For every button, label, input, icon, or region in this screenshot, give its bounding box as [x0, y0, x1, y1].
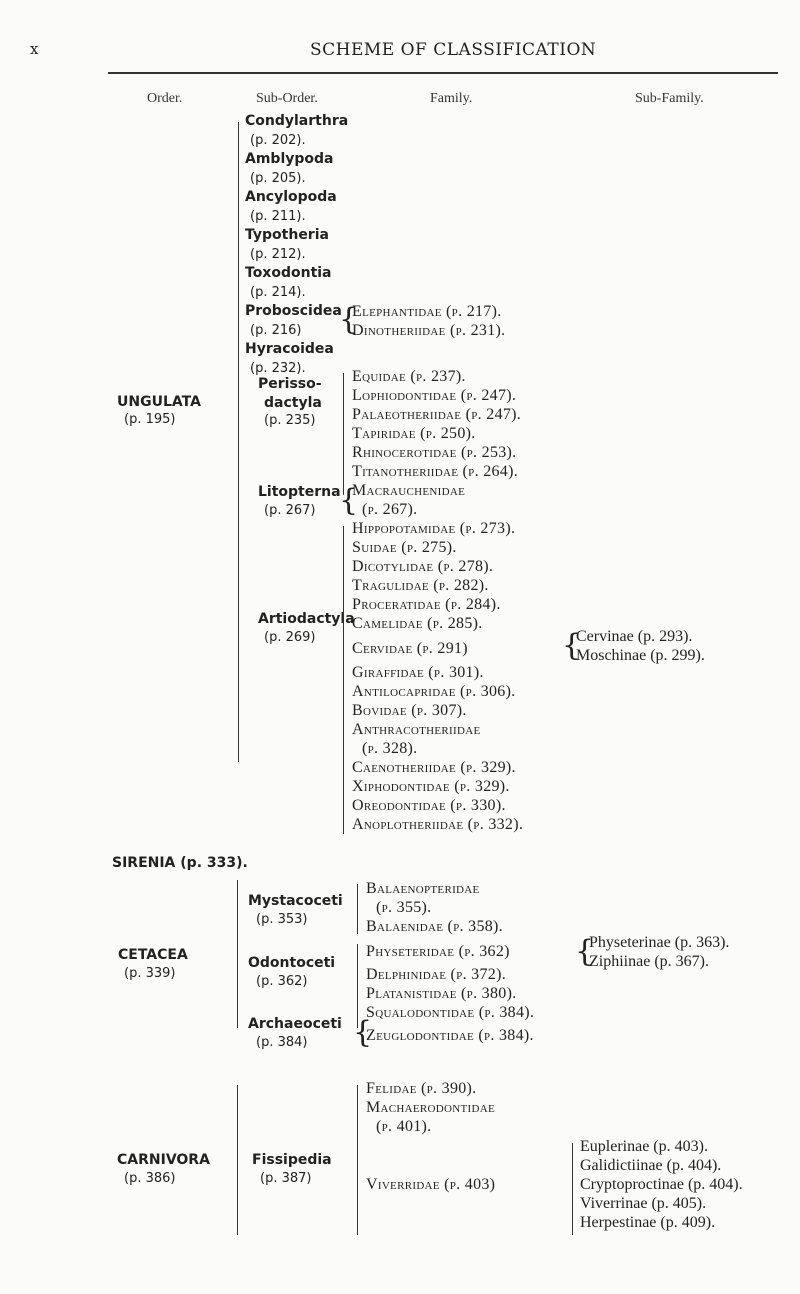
family-lophiodontidae: Lophiodontidae (p. 247).	[352, 387, 517, 404]
family-machaerodontidae-page: (p. 401).	[376, 1118, 432, 1135]
family-dicotylidae: Dicotylidae (p. 278).	[352, 558, 494, 575]
suborder-litopterna-page: (p. 267)	[264, 503, 316, 518]
subfamily-euplerinae: Euplerinae (p. 403).	[580, 1138, 708, 1155]
family-camelidae: Camelidae (p. 285).	[352, 615, 483, 632]
suborder-artiodactyla: Artiodactyla	[258, 611, 355, 627]
mystacoceti-brace	[357, 884, 358, 934]
carnivora-brace	[237, 1085, 238, 1235]
order-sirenia: SIRENIA (p. 333).	[112, 855, 248, 871]
subfamily-physeterinae: Physeterinae (p. 363).	[589, 934, 730, 951]
family-zeuglodontidae: Zeuglodontidae (p. 384).	[366, 1027, 534, 1044]
suborder-odontoceti: Odontoceti	[248, 955, 336, 971]
subfamily-cryptoproctinae: Cryptoproctinae (p. 404).	[580, 1176, 743, 1193]
family-rhinocerotidae: Rhinocerotidae (p. 253).	[352, 444, 517, 461]
header-rule	[108, 72, 778, 74]
suborder-archaeoceti: Archaeoceti	[248, 1016, 342, 1032]
fissipedia-brace	[357, 1085, 358, 1235]
family-anoplotheriidae: Anoplotheriidae (p. 332).	[352, 816, 524, 833]
suborder-perissodactyla-line2: dactyla	[264, 395, 322, 411]
proboscidea-brace: {	[339, 302, 359, 337]
suborder-typotheria-page: (p. 212).	[250, 247, 306, 262]
family-tapiridae: Tapiridae (p. 250).	[352, 425, 476, 442]
suborder-artiodactyla-page: (p. 269)	[264, 630, 316, 645]
order-carnivora-page: (p. 386)	[124, 1171, 176, 1186]
family-proceratidae: Proceratidae (p. 284).	[352, 596, 501, 613]
suborder-amblypoda: Amblypoda	[245, 151, 334, 167]
family-equidae: Equidae (p. 237).	[352, 368, 466, 385]
artiodactyla-brace	[343, 526, 344, 762]
suborder-condylarthra: Condylarthra	[245, 113, 349, 129]
page-title: SCHEME OF CLASSIFICATION	[310, 40, 597, 60]
cervidae-brace: {	[562, 628, 582, 663]
family-balaenopteridae-page: (p. 355).	[376, 899, 432, 916]
suborder-mystacoceti: Mystacoceti	[248, 893, 343, 909]
column-heading-subfamily: Sub-Family.	[635, 91, 704, 106]
artiodactyla-brace-lower	[343, 762, 344, 834]
suborder-toxodontia-page: (p. 214).	[250, 285, 306, 300]
family-titanotheriidae: Titanotheriidae (p. 264).	[352, 463, 519, 480]
suborder-archaeoceti-page: (p. 384)	[256, 1035, 308, 1050]
viverridae-brace	[572, 1143, 573, 1235]
subfamily-galidictiinae: Galidictiinae (p. 404).	[580, 1157, 722, 1174]
order-carnivora: CARNIVORA	[117, 1152, 210, 1168]
family-machaerodontidae: Machaerodontidae	[366, 1099, 496, 1116]
suborder-fissipedia-page: (p. 387)	[260, 1171, 312, 1186]
subfamily-moschinae: Moschinae (p. 299).	[576, 647, 705, 664]
suborder-proboscidea: Proboscidea	[245, 303, 342, 319]
perissodactyla-brace	[343, 373, 344, 495]
subfamily-ziphiinae: Ziphiinae (p. 367).	[589, 953, 709, 970]
suborder-mystacoceti-page: (p. 353)	[256, 912, 308, 927]
order-ungulata: UNGULATA	[117, 394, 201, 410]
subfamily-cervinae: Cervinae (p. 293).	[576, 628, 693, 645]
family-balaenidae: Balaenidae (p. 358).	[366, 918, 503, 935]
family-tragulidae: Tragulidae (p. 282).	[352, 577, 489, 594]
column-heading-suborder: Sub-Order.	[256, 91, 318, 106]
order-cetacea: CETACEA	[118, 947, 188, 963]
family-bovidae: Bovidae (p. 307).	[352, 702, 467, 719]
family-platanistidae: Platanistidae (p. 380).	[366, 985, 517, 1002]
suborder-odontoceti-page: (p. 362)	[256, 974, 308, 989]
subfamily-herpestinae: Herpestinae (p. 409).	[580, 1214, 716, 1231]
subfamily-viverrinae: Viverrinae (p. 405).	[580, 1195, 707, 1212]
litopterna-brace: {	[339, 483, 359, 518]
family-elephantidae: Elephantidae (p. 217).	[352, 303, 502, 320]
family-felidae: Felidae (p. 390).	[366, 1080, 477, 1097]
archaeoceti-brace: {	[353, 1015, 373, 1050]
family-xiphodontidae: Xiphodontidae (p. 329).	[352, 778, 510, 795]
family-cervidae: Cervidae (p. 291)	[352, 640, 468, 657]
family-squalodontidae: Squalodontidae (p. 384).	[366, 1004, 535, 1021]
family-macrauchenidae: Macrauchenidae	[352, 482, 466, 499]
suborder-perissodactyla-page: (p. 235)	[264, 413, 316, 428]
suborder-toxodontia: Toxodontia	[245, 265, 332, 281]
ungulata-brace	[238, 122, 239, 762]
physeteridae-brace: {	[575, 934, 595, 969]
order-ungulata-page: (p. 195)	[124, 412, 176, 427]
suborder-proboscidea-page: (p. 216)	[250, 323, 302, 338]
suborder-amblypoda-page: (p. 205).	[250, 171, 306, 186]
family-viverridae: Viverridae (p. 403)	[366, 1176, 496, 1193]
family-hippopotamidae: Hippopotamidae (p. 273).	[352, 520, 516, 537]
family-antilocapridae: Antilocapridae (p. 306).	[352, 683, 516, 700]
family-dinotheriidae: Dinotheriidae (p. 231).	[352, 322, 506, 339]
family-anthracotheriidae: Anthracotheriidae	[352, 721, 481, 738]
family-anthracotheriidae-page: (p. 328).	[362, 740, 418, 757]
suborder-condylarthra-page: (p. 202).	[250, 133, 306, 148]
suborder-hyracoidea-page: (p. 232).	[250, 361, 306, 376]
suborder-fissipedia: Fissipedia	[252, 1152, 332, 1168]
family-palaeotheriidae: Palaeotheriidae (p. 247).	[352, 406, 522, 423]
order-cetacea-page: (p. 339)	[124, 966, 176, 981]
suborder-typotheria: Typotheria	[245, 227, 329, 243]
family-balaenopteridae: Balaenopteridae	[366, 880, 480, 897]
family-giraffidae: Giraffidae (p. 301).	[352, 664, 484, 681]
page-number: x	[30, 40, 39, 58]
family-physeteridae: Physeteridae (p. 362)	[366, 943, 510, 960]
suborder-ancylopoda: Ancylopoda	[245, 189, 337, 205]
family-oreodontidae: Oreodontidae (p. 330).	[352, 797, 506, 814]
family-delphinidae: Delphinidae (p. 372).	[366, 966, 507, 983]
family-macrauchenidae-page: (p. 267).	[362, 501, 418, 518]
family-caenotheriidae: Caenotheriidae (p. 329).	[352, 759, 516, 776]
cetacea-brace	[237, 880, 238, 1028]
suborder-litopterna: Litopterna	[258, 484, 341, 500]
suborder-perissodactyla-line1: Perisso-	[258, 376, 322, 392]
family-suidae: Suidae (p. 275).	[352, 539, 457, 556]
column-heading-family: Family.	[430, 91, 473, 106]
suborder-hyracoidea: Hyracoidea	[245, 341, 334, 357]
suborder-ancylopoda-page: (p. 211).	[250, 209, 306, 224]
column-heading-order: Order.	[147, 91, 183, 106]
